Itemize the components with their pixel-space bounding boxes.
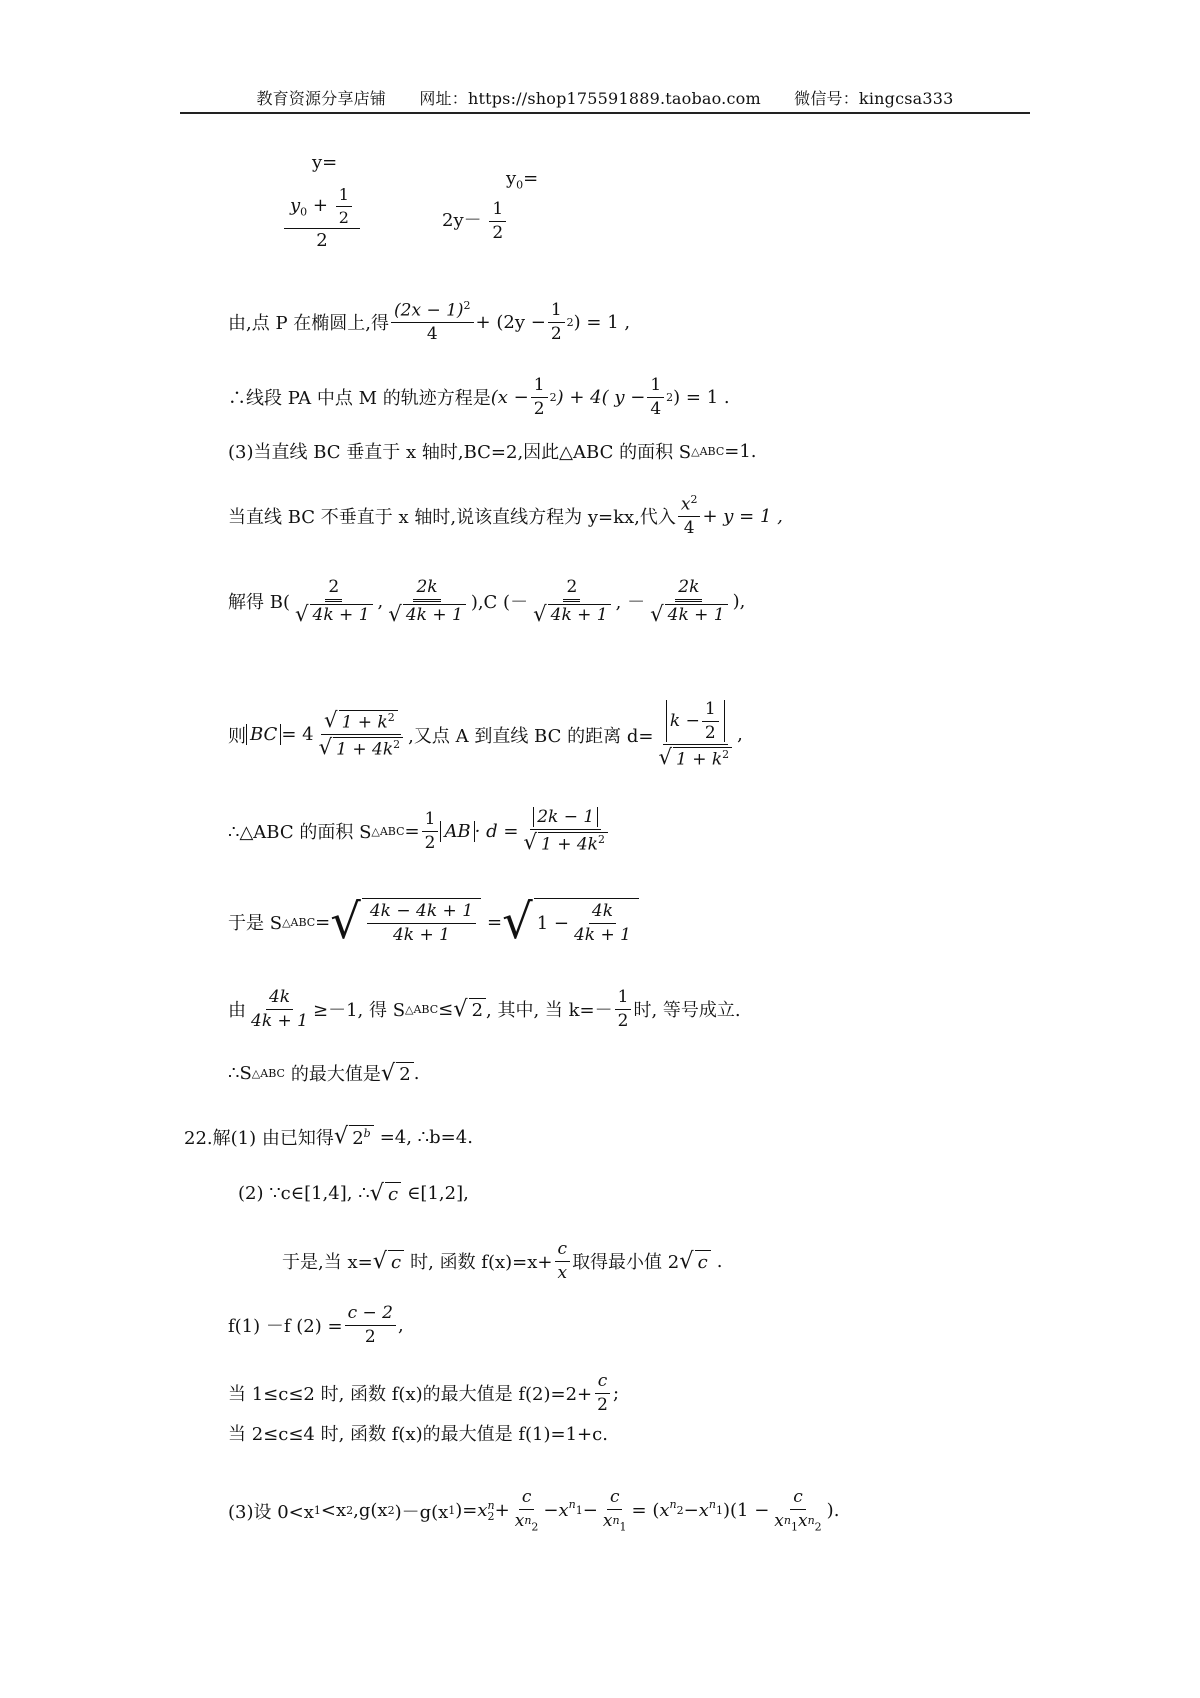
problem-22-part1: 22.解(1) 由已知得 √ 2$^b$ =4, ∴b=4.	[184, 1123, 473, 1149]
case-1-line: 当 1≤c≤2 时, 函数 f(x)的最大值是 f(2)=2+ $\frac{c}{2}$ ;	[228, 1371, 620, 1415]
part-3-line: (3)设 0<x 1 <x 2 ,g(x 2 )－g(x 1 )= x n 2 + $\frac{c}{x_{n2}}$ − x n1 − $\frac{c}{x_{n1}}$ = ( x n2 − x n1 )(1 − $\frac{c}{x_{n1}x_{n2}}$ ) .	[228, 1487, 840, 1534]
inequality-line: 由 $\frac{4k}{4k + 1}$ ≥－1, 得 S △ABC ≤ √ 2 , 其中, 当 k=－ $\frac{1}{2}$ 时, 等号成立.	[228, 987, 741, 1031]
shop-name: 教育资源分享店铺	[256, 89, 387, 108]
shop-url[interactable]: 网址：https://shop175591889.taobao.com	[419, 89, 761, 108]
case-2-line: 当 2≤c≤4 时, 函数 f(x)的最大值是 f(1)=1+c.	[228, 1424, 608, 1445]
wechat-id: 微信号：kingcsa333	[794, 89, 954, 108]
vertical-case-line: (3)当直线 BC 垂直于 x 轴时,BC=2,因此△ABC 的面积 S △ABC =1.	[228, 440, 757, 463]
triangle-area-line: ∴△ABC 的面积 S △ABC = $\frac{1}{2}$ AB · d = 2k − 1 √ $1 + 4k^2$	[228, 808, 613, 854]
bc-length-distance-line: 则 BC = 4 √ $1 + k^2$ √ $1 + 4k^2$ ,又点 A 到直线 BC 的距离 d= k − $\frac{1}{2}$ √ $1 + k^2$ ,	[228, 699, 743, 771]
locus-equation-line: ∴线段 PA 中点 M 的轨迹方程是 (x − $\frac{1}{2}$ 2 ) + 4( y − $\frac{1}{4}$ 2 ) = 1 .	[228, 375, 730, 419]
max-value-line: ∴S △ABC 的最大值是 √ 2 .	[228, 1059, 420, 1086]
header-rule	[180, 112, 1030, 114]
minimum-value-line: 于是,当 x= √ c 时, 函数 f(x)=x+ $\frac{c}{x}$ 取得最小值 2 √ c .	[282, 1239, 723, 1283]
y-label: y=	[312, 152, 338, 173]
ellipse-substitution-line: 由,点 P 在椭圆上,得 $\frac{(2x - 1)^2}{4}$ + (2y − $\frac{1}{2}$ 2 ) = 1 ,	[228, 299, 631, 345]
f1-minus-f2-line: f(1) －f (2) = $\frac{c - 2}{2}$ ,	[228, 1303, 404, 1347]
y0-label: $y_0=$	[506, 168, 539, 192]
area-simplified-line: 于是 S △ABC = √ $\frac{4k - 4k + 1}{4k + 1}$ = √ 1 − $\frac{4k}{4k + 1}$	[228, 898, 639, 946]
y-fraction: $y_0$ + $\frac{1}{2}$ 2	[282, 186, 362, 251]
line-substitution-line: 当直线 BC 不垂直于 x 轴时,说该直线方程为 y=kx,代入 $\frac{x^2}{4}$ + y = 1 ,	[228, 493, 783, 539]
points-b-c-line: 解得 B( 2 √ 4k + 1 , 2k √ 4k + 1 ),C (－ 2 √ 4k + 1 , － 2k √ 4k + 1 ),	[228, 577, 746, 627]
problem-22-part2: (2) ∵c∈[1,4], ∴ √ c ∈[1,2],	[238, 1180, 469, 1206]
y0-expression: 2y－ $\frac{1}{2}$	[442, 200, 508, 242]
page-header	[180, 86, 1030, 109]
